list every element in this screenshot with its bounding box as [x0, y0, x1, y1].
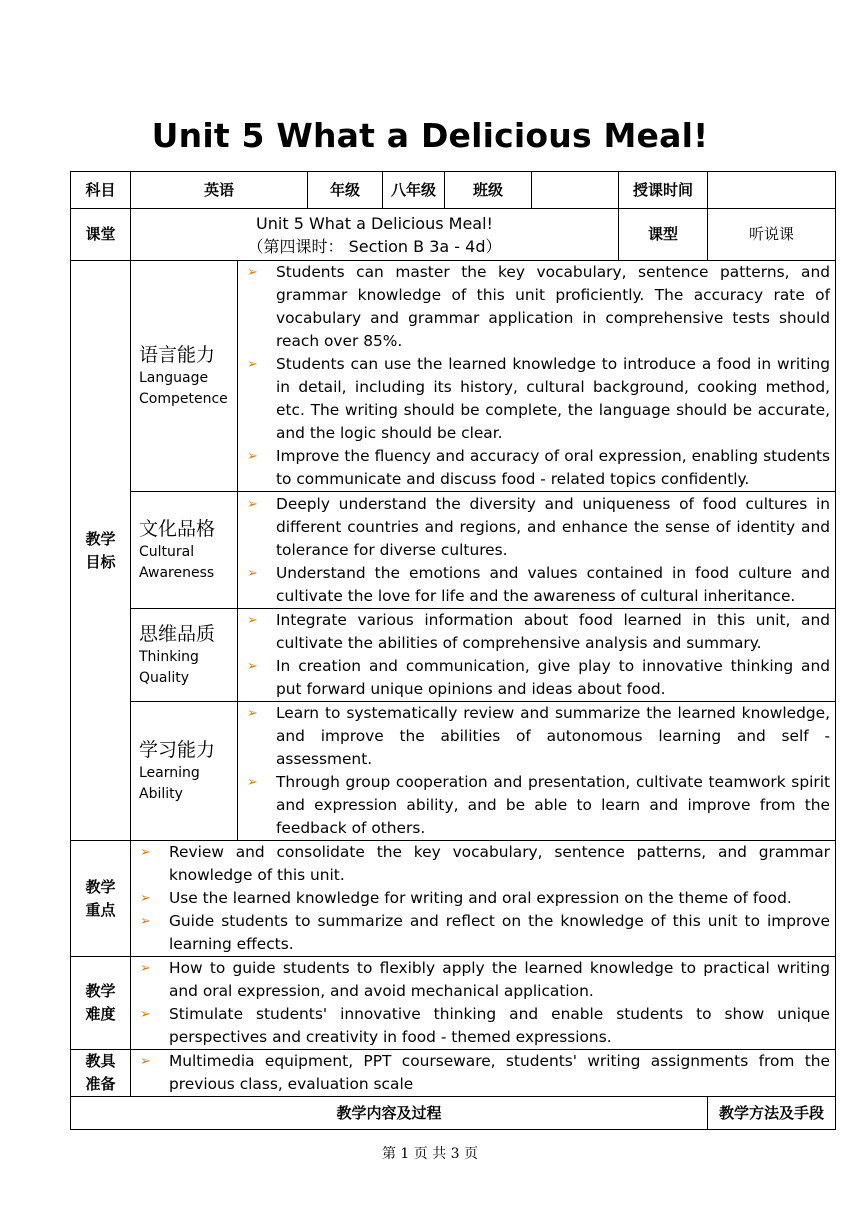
- arrow-right-icon: ➢: [247, 565, 258, 581]
- list-item: ➢ Understand the emotions and values contained in food culture and cultivate the love for life and the awareness of cultural inheritance.: [247, 563, 831, 605]
- difficulties-label-line2: 难度: [85, 1005, 116, 1023]
- goal-category-en: Quality: [139, 669, 190, 686]
- arrow-right-icon: ➢: [140, 914, 151, 929]
- list-item: ➢ Through group cooperation and presentation, cultivate teamwork spirit and expression ability, and be able to learn and improve from the feedback of others.: [247, 773, 831, 837]
- goal-row-learning: [71, 702, 836, 841]
- arrow-right-icon: ➢: [140, 891, 151, 906]
- arrow-right-icon: ➢: [140, 845, 151, 860]
- goal-list: [238, 609, 835, 701]
- difficulties-list: [131, 957, 835, 1049]
- list-item: ➢ Use the learned knowledge for writing and oral expression on the theme of food.: [131, 887, 830, 910]
- list-item: ➢ Improve the fluency and accuracy of oral expression, enabling students to communicate and discuss food - related topics confidently.: [247, 447, 831, 488]
- grade-label: 年级: [308, 172, 383, 209]
- process-content-label: 教学内容及过程: [71, 1097, 708, 1130]
- header-row: [71, 172, 836, 209]
- time-value: [708, 172, 836, 209]
- lesson-title-cell: [131, 209, 619, 261]
- arrow-right-icon: ➢: [247, 265, 258, 280]
- tools-label-line2: 准备: [85, 1075, 116, 1093]
- goal-list: [238, 261, 835, 491]
- list-item: ➢ How to guide students to flexibly apply the learned knowledge to practical writing and oral expression, and avoid mechanical application.: [140, 959, 831, 1000]
- goal-list: [238, 493, 835, 608]
- difficulties-label-line1: 教学: [85, 982, 116, 1000]
- arrow-right-icon: ➢: [247, 659, 258, 674]
- goals-label-line2: 目标: [85, 552, 116, 571]
- grade-value: 八年级: [383, 172, 445, 209]
- tools-row: [71, 1050, 836, 1097]
- goals-label: [71, 261, 131, 841]
- difficulties-label: [71, 957, 131, 1050]
- goal-category-cn: 思维品质: [139, 622, 216, 645]
- tools-list: [131, 1050, 835, 1096]
- goal-items-cell: [238, 492, 836, 609]
- process-header-row: [71, 1097, 836, 1130]
- difficulties-row: [71, 957, 836, 1050]
- key-points-label: [71, 841, 131, 957]
- list-item: ➢ Integrate various information about food learned in this unit, and cultivate the abilities of comprehensive analysis and summary.: [247, 611, 831, 652]
- arrow-right-icon: ➢: [247, 775, 258, 790]
- goal-list: [238, 702, 835, 840]
- lesson-section: （第四课时： Section B 3a - 4d）: [247, 236, 502, 256]
- arrow-right-icon: ➢: [247, 613, 258, 628]
- key-points-label-line2: 重点: [85, 900, 116, 919]
- goal-items-cell: [238, 609, 836, 702]
- list-item: ➢ Deeply understand the diversity and uniqueness of food cultures in different countries and regions, and enhance the sense of identity and tolerance for diverse cultures.: [247, 494, 831, 559]
- arrow-right-icon: ➢: [247, 496, 258, 512]
- goals-label-line1: 教学: [85, 529, 116, 548]
- arrow-right-icon: ➢: [140, 1054, 151, 1069]
- list-item: ➢ Multimedia equipment, PPT courseware, students' writing assignments from the previous class, evaluation scale: [140, 1052, 831, 1093]
- goal-category-en: Awareness: [139, 564, 215, 581]
- list-item: ➢ Learn to systematically review and summarize the learned knowledge, and improve the abilities of autonomous learning and self - assessment.: [247, 704, 831, 768]
- goal-category-cn: 语言能力: [139, 343, 216, 366]
- goal-category-cn: 学习能力: [139, 738, 216, 761]
- tools-label: [71, 1050, 131, 1097]
- goal-category: [131, 702, 238, 841]
- goal-category-cn: 文化品格: [139, 517, 216, 540]
- class-value: [532, 172, 619, 209]
- goal-category-en: Cultural: [139, 543, 195, 560]
- tools-label-line1: 教具: [85, 1052, 116, 1070]
- goal-category-en: Language: [139, 369, 209, 386]
- key-points-list: [131, 841, 835, 956]
- goal-row-language: [71, 261, 836, 492]
- key-points-cell: [131, 841, 836, 957]
- list-item: ➢ Students can master the key vocabulary, sentence patterns, and grammar knowledge of this unit proficiently. The accuracy rate of vocabulary and grammar application in comprehensive tests should reach over 85%.: [247, 263, 831, 350]
- type-label: 课型: [619, 209, 708, 261]
- time-label: 授课时间: [619, 172, 708, 209]
- list-item: ➢ Stimulate students' innovative thinking and enable students to show unique perspectives and creativity in food - themed expressions.: [140, 1005, 831, 1046]
- lesson-row: [71, 209, 836, 261]
- goal-row-thinking: [71, 609, 836, 702]
- list-item: ➢ Students can use the learned knowledge to introduce a food in writing in detail, including its history, cultural background, cooking method, etc. The writing should be complete, the language should be accurate, and the logic should be clear.: [247, 355, 831, 442]
- arrow-right-icon: ➢: [247, 449, 258, 464]
- type-value: 听说课: [708, 209, 836, 261]
- goal-category: [131, 492, 238, 609]
- lesson-plan-table: [70, 171, 836, 1130]
- subject-label: 科目: [71, 172, 131, 209]
- goal-category: [131, 261, 238, 492]
- goal-items-cell: [238, 702, 836, 841]
- list-item: ➢ Guide students to summarize and reflect on the knowledge of this unit to improve learning effects.: [140, 912, 831, 953]
- class-label: 班级: [445, 172, 532, 209]
- arrow-right-icon: ➢: [140, 1007, 151, 1022]
- arrow-right-icon: ➢: [140, 961, 151, 976]
- goal-category: [131, 609, 238, 702]
- page-footer: 第 1 页 共 3 页: [381, 1146, 479, 1162]
- goal-items-cell: [238, 261, 836, 492]
- arrow-right-icon: ➢: [247, 357, 258, 372]
- goal-category-en: Ability: [139, 785, 183, 802]
- goal-category-en: Learning: [139, 764, 200, 781]
- list-item: ➢ Review and consolidate the key vocabulary, sentence patterns, and grammar knowledge of this unit.: [140, 843, 831, 884]
- arrow-right-icon: ➢: [247, 706, 258, 721]
- goal-category-en: Competence: [139, 390, 228, 407]
- list-item: ➢ In creation and communication, give play to innovative thinking and put forward unique opinions and ideas about food.: [247, 657, 831, 698]
- subject-value: 英语: [131, 172, 308, 209]
- difficulties-cell: [131, 957, 836, 1050]
- key-points-label-line1: 教学: [85, 877, 116, 896]
- process-method-label: 教学方法及手段: [708, 1097, 836, 1130]
- page-title: Unit 5 What a Delicious Meal!: [151, 116, 709, 155]
- goal-category-en: Thinking: [139, 648, 199, 665]
- goal-row-cultural: [71, 492, 836, 609]
- key-points-row: [71, 841, 836, 957]
- tools-cell: [131, 1050, 836, 1097]
- lesson-title: Unit 5 What a Delicious Meal!: [256, 213, 493, 233]
- lesson-label: 课堂: [71, 209, 131, 261]
